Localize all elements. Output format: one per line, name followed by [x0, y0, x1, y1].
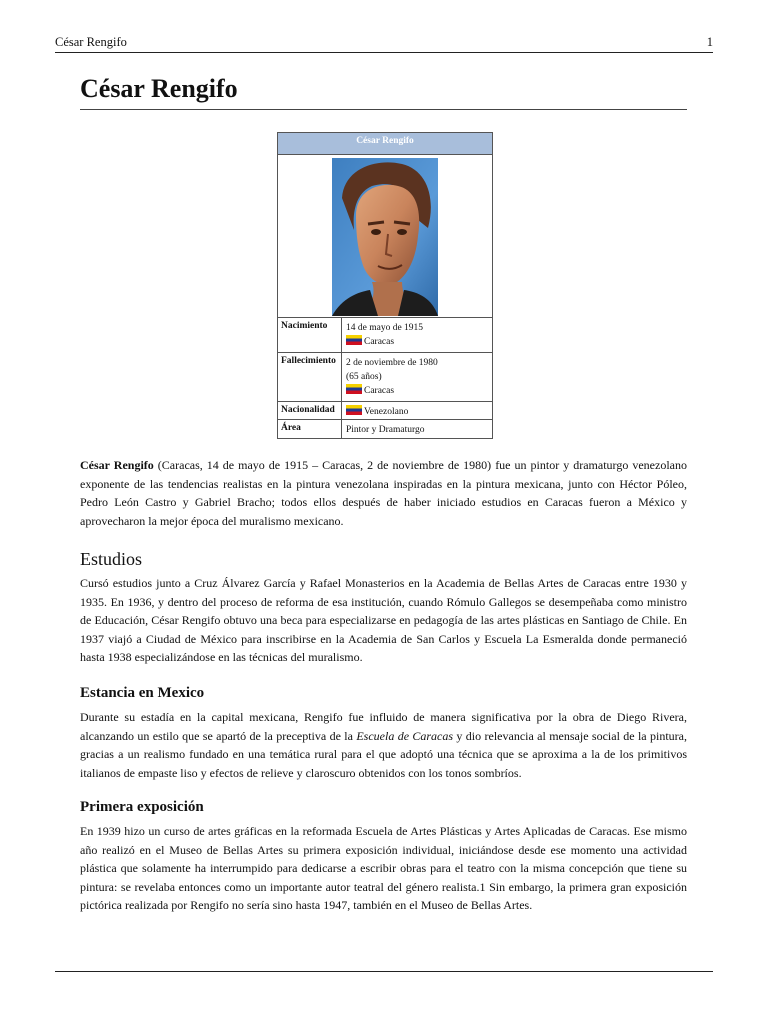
estudios-paragraph: Cursó estudios junto a Cruz Álvarez García y Rafael Monasterios en la Academia de Bellas Artes de Caracas entre 1930 y 1935. En 1936, y dentro del proceso de reforma de esa institución, cuando Rómulo Gallegos se desempeñaba como ministro de Educación, César Rengifo obtuvo una beca para especializarse en pedagogía de las artes plásticas en Santiago de Chile. En 1937 viajó a Ciudad de México para inscribirse en la Academia de San Carlos y Escuela La Esmeralda donde permaneció hasta 1938 especializándose en las técnicas del muralismo.	[80, 576, 687, 664]
estancia-text-1: Durante su estadía en la capital mexicana, Rengifo fue influido de manera significativa por la obra de Diego Rivera, alcanzando un estilo que se apartó de la preceptiva de la	[80, 710, 687, 743]
intro-text: (Caracas, 14 de mayo de 1915 – Caracas, 2 de noviembre de 1980) fue un pintor y dramaturgo venezolano exponente de las tendencias realistas en la pintura venezolana inspiradas en la pintura mexicana, junto con Héctor Póleo, Pedro León Castro y Gabriel Bracho; todos ellos después de haber iniciado estudios en Caracas fueron a México y aprovecharon la mejor época del muralismo mexicano.	[80, 458, 687, 528]
portrait-painting-image	[332, 158, 438, 316]
escuela-de-caracas-link[interactable]: Escuela de Caracas	[356, 728, 454, 743]
infobox-value	[342, 402, 492, 419]
footer-rule	[55, 971, 713, 972]
section-heading-primera-exposicion: Primera exposición	[80, 799, 204, 815]
infobox-title: César Rengifo	[278, 133, 492, 155]
infobox-value	[342, 318, 492, 352]
venezuela-flag-icon	[346, 384, 362, 394]
birth-place-link[interactable]: Caracas	[364, 337, 395, 347]
infobox-label: Fallecimiento	[278, 353, 342, 401]
infobox-row-nacionalidad	[278, 402, 492, 420]
estancia-paragraph	[80, 708, 687, 782]
death-place-link[interactable]: Caracas	[364, 386, 395, 396]
infobox-value	[342, 420, 492, 438]
infobox-row-area	[278, 420, 492, 438]
infobox	[277, 132, 493, 439]
infobox-row-nacimiento	[278, 318, 492, 353]
page-number: 1	[706, 35, 713, 49]
age-at-death: (65 años)	[346, 372, 382, 382]
nationality-link[interactable]: Venezolano	[364, 407, 409, 417]
infobox-label: Área	[278, 420, 342, 438]
estancia-text-2: y dio relevancia al mensaje social de la pintura, gracias a un realismo fundado en una temática rural para el que adoptó una técnica que se aproxima a la de los primitivos italianos de empaste liso y efectos de relieve y claroscuro obtenidos con los tonos sombríos.	[80, 728, 687, 780]
death-date: 2 de noviembre de 1980	[346, 358, 438, 368]
infobox-value	[342, 353, 492, 401]
infobox-label: Nacionalidad	[278, 402, 342, 419]
venezuela-flag-icon	[346, 335, 362, 345]
venezuela-flag-icon	[346, 405, 362, 415]
infobox-label: Nacimiento	[278, 318, 342, 352]
field-of-work: Pintor y Dramaturgo	[346, 425, 425, 435]
section-heading-estudios: Estudios	[80, 549, 143, 569]
intro-paragraph	[80, 456, 687, 530]
running-header-title: César Rengifo	[55, 35, 127, 49]
page-title: César Rengifo	[80, 72, 687, 110]
running-header	[55, 35, 713, 53]
intro-name: César Rengifo	[80, 458, 154, 472]
infobox-portrait[interactable]	[278, 155, 492, 318]
section-heading-estancia: Estancia en Mexico	[80, 685, 205, 701]
primera-exposicion-paragraph: En 1939 hizo un curso de artes gráficas en la reformada Escuela de Artes Plásticas y Artes Aplicadas de Caracas. Ese mismo año realizó en el Museo de Bellas Artes su primera exposición individual, iniciándose desde ese momento una actividad plástica que solamente ha interrumpido para dedicarse a escribir obras para el teatro con la misma concepción que tiene su pintura: se revelaba entonces como un importante autor teatral del género realista.1 Sin embargo, la primera gran exposición pictórica realizada por Rengifo no sería sino hasta 1947, también en el Museo de Bellas Artes.	[80, 824, 687, 912]
birth-date: 14 de mayo de 1915	[346, 323, 424, 333]
infobox-row-fallecimiento	[278, 353, 492, 402]
